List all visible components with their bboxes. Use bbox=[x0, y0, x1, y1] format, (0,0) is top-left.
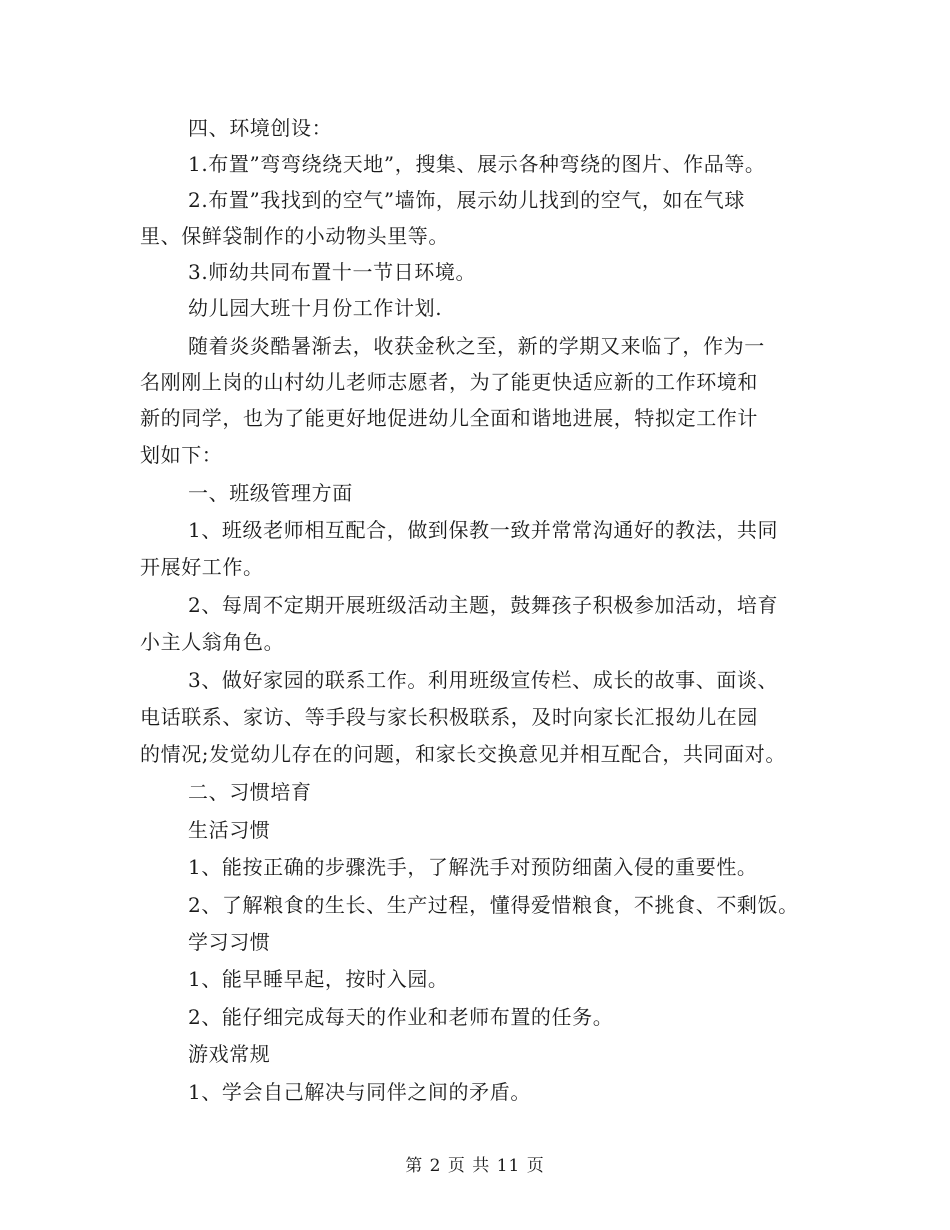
section-heading-habits: 二、习惯培育 bbox=[188, 780, 312, 804]
paragraph-line: 新的同学，也为了能更好地促进幼儿全面和谐地进展，特拟定工作计 bbox=[140, 406, 758, 430]
paragraph-line: 电话联系、家访、等手段与家长积极联系，及时向家长汇报幼儿在园 bbox=[140, 705, 758, 729]
paragraph-line: 的情况;发觉幼儿存在的问题，和家长交换意见并相互配合，共同面对。 bbox=[140, 742, 786, 766]
section-heading-environment: 四、环境创设： bbox=[188, 116, 333, 140]
plan-title: 幼儿园大班十月份工作计划. bbox=[188, 296, 443, 320]
paragraph-line: 里、保鲜袋制作的小动物头里等。 bbox=[140, 224, 449, 248]
paragraph-line: 2、每周不定期开展班级活动主题，鼓舞孩子积极参加活动，培育 bbox=[188, 593, 779, 617]
paragraph-line: 2、了解粮食的生长、生产过程，懂得爱惜粮食，不挑食、不剩饭。 bbox=[188, 893, 799, 917]
paragraph-line: 2、能仔细完成每天的作业和老师布置的任务。 bbox=[188, 1005, 614, 1029]
paragraph-line: 2.布置”我找到的空气”墙饰，展示幼儿找到的空气，如在气球 bbox=[188, 188, 745, 212]
paragraph-line: 1、能早睡早起，按时入园。 bbox=[188, 967, 449, 991]
paragraph-line: 3、做好家园的联系工作。利用班级宣传栏、成长的故事、面谈、 bbox=[188, 668, 779, 692]
paragraph-line: 小主人翁角色。 bbox=[140, 630, 285, 654]
page-number-footer: 第 2 页 共 11 页 bbox=[405, 1156, 545, 1176]
paragraph-line: 1.布置”弯弯绕绕天地”，搜集、展示各种弯绕的图片、作品等。 bbox=[188, 152, 766, 176]
paragraph-line: 开展好工作。 bbox=[140, 555, 264, 579]
paragraph-line: 3.师幼共同布置十一节日环境。 bbox=[188, 260, 477, 284]
paragraph-line: 划如下： bbox=[140, 443, 223, 467]
section-heading-class-management: 一、班级管理方面 bbox=[188, 481, 353, 505]
subheading-life-habits: 生活习惯 bbox=[188, 818, 271, 842]
paragraph-line: 1、班级老师相互配合，做到保教一致并常常沟通好的教法，共同 bbox=[188, 518, 779, 542]
paragraph-line: 名刚刚上岗的山村幼儿老师志愿者，为了能更快适应新的工作环境和 bbox=[140, 370, 758, 394]
paragraph-line: 1、能按正确的步骤洗手，了解洗手对预防细菌入侵的重要性。 bbox=[188, 855, 758, 879]
paragraph-line: 1、学会自己解决与同伴之间的矛盾。 bbox=[188, 1080, 531, 1104]
subheading-game-rules: 游戏常规 bbox=[188, 1042, 271, 1066]
paragraph-line: 随着炎炎酷暑渐去，收获金秋之至，新的学期又来临了，作为一 bbox=[188, 334, 765, 358]
subheading-study-habits: 学习习惯 bbox=[188, 930, 271, 954]
